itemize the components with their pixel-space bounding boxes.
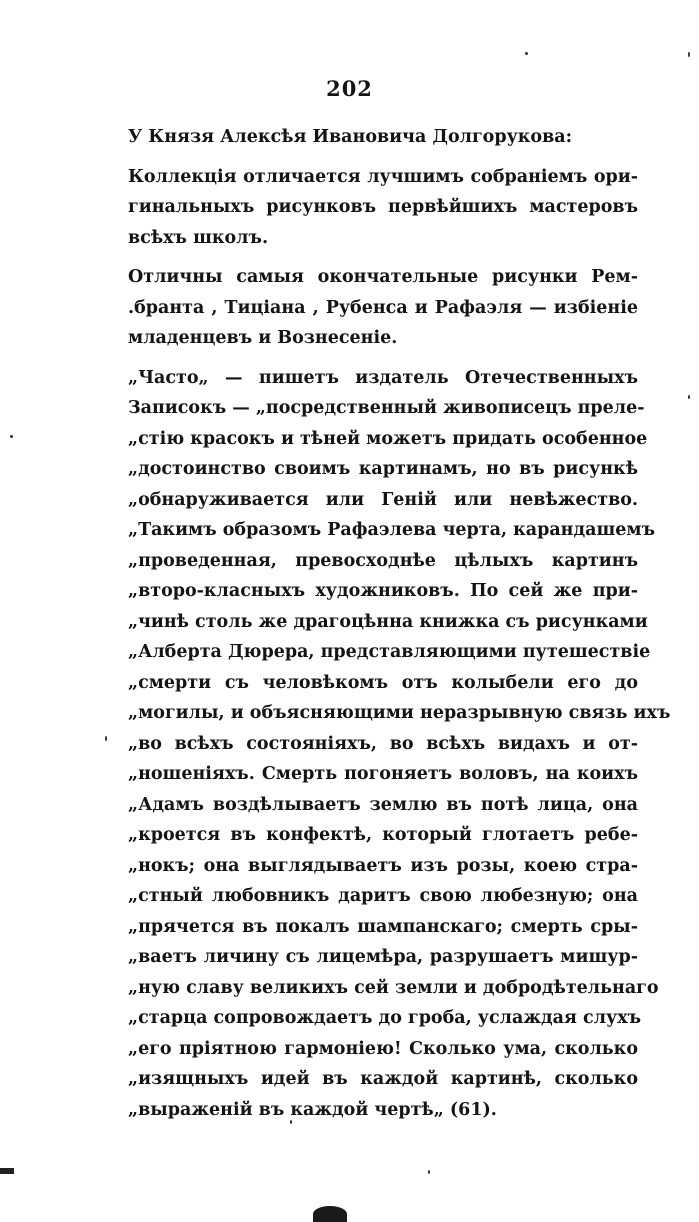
paragraph-drawings — [128, 262, 638, 354]
text-line: „ваетъ личину съ лицемѣра, разрушаетъ мишур- — [128, 947, 638, 967]
text-line: „его пріятною гармоніею! Сколько ума, сколько — [128, 1038, 638, 1059]
text-line: „старца сопровождаетъ до гроба, услаждая слухъ — [128, 1008, 642, 1028]
text-line: „Такимъ образомъ Рафаэлева черта, карандашемъ — [128, 520, 656, 540]
paragraph-quotation — [128, 363, 671, 1126]
text-line: .бранта , Тиціана , Рубенса и Рафаэля — избіеніе — [128, 297, 638, 318]
text-line: „обнаруживается или Геній или невѣжество. — [128, 489, 638, 510]
paragraph-collection — [128, 162, 638, 254]
scan-blot — [0, 1168, 14, 1174]
page-text — [128, 122, 671, 1125]
text-line: „изящныхъ идей въ каждой картинѣ, сколько — [128, 1069, 638, 1089]
text-line: „ную славу великихъ сей земли и добродѣтельнаго — [128, 977, 659, 998]
text-line: „второ-класныхъ художниковъ. По сей же при- — [128, 581, 638, 601]
text-line: „Адамъ воздѣлываетъ землю въ потѣ лица, она — [128, 794, 638, 815]
text-line: „стный любовникъ даритъ свою любезную; она — [128, 886, 638, 906]
scan-blot — [313, 1206, 347, 1222]
scan-speck — [105, 736, 107, 741]
text-line: гинальныхъ рисунковъ первѣйшихъ мастеровъ — [128, 197, 638, 217]
page-number: 202 — [326, 76, 373, 101]
text-line: Отличны самыя окончательные рисунки Рем- — [128, 267, 638, 287]
text-line: младенцевъ и Вознесеніе. — [128, 328, 398, 348]
text-line: „стію красокъ и тѣней можетъ придать особенное — [128, 428, 648, 449]
text-line: „ношеніяхъ. Смерть погоняетъ воловъ, на коихъ — [128, 764, 638, 784]
text-line: всѣхъ школъ. — [128, 227, 269, 248]
text-line: „достоинство своимъ картинамъ, но въ рисункѣ — [128, 459, 638, 479]
scan-speck — [290, 1120, 292, 1124]
text-line: „чинѣ столь же драгоцѣнна книжка съ рисунками — [128, 611, 648, 632]
text-line: „прячется въ покалъ шампанскаго; смерть сры- — [128, 916, 638, 937]
text-line: „кроется въ конфектѣ, который глотаетъ ребе- — [128, 825, 638, 845]
scan-speck — [525, 52, 528, 55]
scan-speck — [688, 395, 690, 399]
text-line: „Часто„ — пишетъ издатель Отечественныхъ — [128, 367, 638, 388]
text-line: „нокъ; она выглядываетъ изъ розы, коею стра- — [128, 855, 638, 876]
text-line: „Алберта Дюрера, представляющими путешествіе — [128, 642, 651, 662]
text-line: „проведенная, превосходнѣе цѣлыхъ картинъ — [128, 550, 638, 571]
scan-speck — [688, 52, 690, 57]
text-line: Записокъ — „посредственный живописецъ преле- — [128, 398, 645, 418]
heading: У Князя Алексѣя Ивановича Долгорукова: — [128, 127, 573, 147]
text-line: „смерти съ человѣкомъ отъ колыбели его до — [128, 672, 638, 693]
text-line: Коллекція отличается лучшимъ собраніемъ ори- — [128, 166, 638, 187]
text-line: „во всѣхъ состояніяхъ, во всѣхъ видахъ и от- — [128, 733, 638, 754]
text-line: „выраженій въ каждой чертѣ„ (61). — [128, 1099, 497, 1120]
scan-speck — [428, 1170, 430, 1174]
text-line: „могилы, и объясняющими неразрывную связь ихъ — [128, 703, 671, 723]
scan-speck — [10, 435, 13, 438]
